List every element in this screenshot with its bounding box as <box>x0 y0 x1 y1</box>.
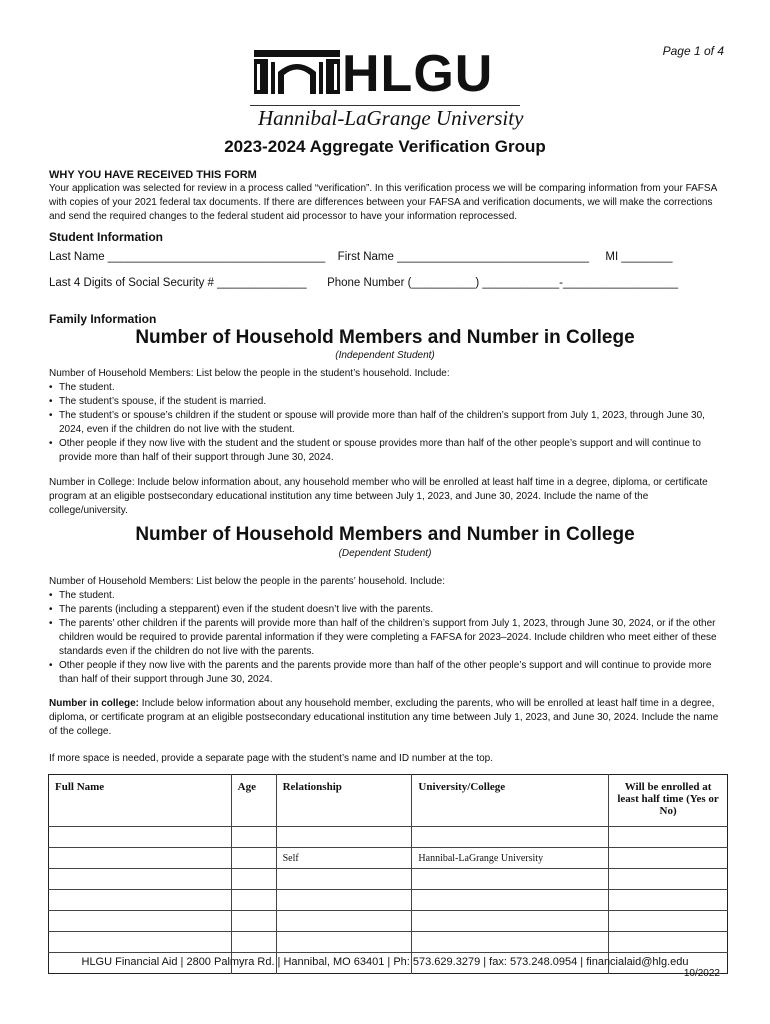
age-cell[interactable] <box>231 911 276 932</box>
name-cell[interactable] <box>49 890 232 911</box>
dependent-college-paragraph <box>49 697 724 739</box>
enrolled-cell[interactable] <box>609 869 728 890</box>
header-age: Age <box>231 775 276 827</box>
header-relationship: Relationship <box>276 775 412 827</box>
ssn-field[interactable]: Last 4 Digits of Social Security # ______________ <box>49 277 307 289</box>
list-item: • The parents (including a stepparent) even if the student doesn’t live with the parents. <box>49 603 724 617</box>
name-cell[interactable] <box>49 848 232 869</box>
table-row <box>49 827 728 848</box>
dependent-members-intro: Number of Household Members: List below the people in the parents’ household. Include: <box>49 576 445 587</box>
revision-date: 10/2022 <box>683 968 720 979</box>
table-row <box>49 848 728 869</box>
relationship-cell[interactable]: Self <box>276 848 412 869</box>
enrolled-cell[interactable] <box>609 911 728 932</box>
university-cell[interactable] <box>412 911 609 932</box>
header-university: University/College <box>412 775 609 827</box>
university-cell[interactable]: Hannibal-LaGrange University <box>412 848 609 869</box>
why-heading: WHY YOU HAVE RECEIVED THIS FORM <box>49 169 257 181</box>
list-item: • The student. <box>49 589 724 603</box>
dependent-bullet-list <box>49 589 724 687</box>
dependent-title: Number of Household Members and Number in College <box>135 524 635 545</box>
footer-contact: HLGU Financial Aid | 2800 Palmyra Rd. | Hannibal, MO 63401 | Ph: 573.629.3279 | fax: 573.248.0954 | financialaid@hlg.edu <box>81 956 689 968</box>
university-cell[interactable] <box>412 827 609 848</box>
independent-members <box>49 367 724 465</box>
age-cell[interactable] <box>231 932 276 953</box>
logo-wordmark: HLGU <box>342 45 494 103</box>
list-item: • Other people if they now live with the student and the student or spouse provides more than half of the other people’s support and will continue to provide more than half of their support through June 30, 2024. <box>49 437 724 465</box>
ssn-phone-row <box>49 277 709 289</box>
why-section <box>49 168 724 224</box>
age-cell[interactable] <box>231 869 276 890</box>
independent-college-text: Number in College: Include below information about, any household member who will be enrolled at least half time in a degree, diploma, or certificate program at an eligible postsecondary educational institution any time between July 1, 2023, and June 30, 2024. Include the name of the college/university. <box>49 477 708 516</box>
university-cell[interactable] <box>412 932 609 953</box>
enrolled-cell[interactable] <box>609 890 728 911</box>
age-cell[interactable] <box>231 890 276 911</box>
table-header-row <box>49 775 728 827</box>
relationship-cell[interactable] <box>276 911 412 932</box>
list-item: • The student’s spouse, if the student is married. <box>49 395 724 409</box>
list-item: • Other people if they now live with the parents and the parents provide more than half of the other people’s support and will continue to provide more than half of their support through June 30, 2024. <box>49 659 724 687</box>
age-cell[interactable] <box>231 827 276 848</box>
relationship-cell[interactable] <box>276 932 412 953</box>
enrolled-cell[interactable] <box>609 932 728 953</box>
page-number: Page 1 of 4 <box>662 44 724 58</box>
logo-university-name: Hannibal-LaGrange University <box>258 106 524 130</box>
independent-bullet-list <box>49 381 724 465</box>
enrolled-cell[interactable] <box>609 848 728 869</box>
table-row <box>49 911 728 932</box>
table-row <box>49 932 728 953</box>
student-info-heading: Student Information <box>49 230 163 244</box>
name-cell[interactable] <box>49 932 232 953</box>
list-item: • The student’s or spouse’s children if the student or spouse will provide more than half of the children’s support from July 1, 2023, through June 30, 2024, even if the children do not live with the student. <box>49 409 724 437</box>
name-cell[interactable] <box>49 911 232 932</box>
age-cell[interactable] <box>231 848 276 869</box>
list-item: • The student. <box>49 381 724 395</box>
first-name-field[interactable]: First Name ______________________________ <box>337 251 589 263</box>
phone-field[interactable]: Phone Number (__________) ____________-__________________ <box>327 277 679 289</box>
name-cell[interactable] <box>49 827 232 848</box>
middle-initial-field[interactable]: MI ________ <box>605 251 673 263</box>
dependent-college-label: Number in college: <box>49 698 140 709</box>
university-logo <box>250 45 524 134</box>
dependent-subtitle: (Dependent Student) <box>338 548 432 559</box>
relationship-cell[interactable] <box>276 890 412 911</box>
dependent-members <box>49 575 724 687</box>
enrolled-cell[interactable] <box>609 827 728 848</box>
independent-subtitle: (Independent Student) <box>335 350 435 361</box>
header-enrolled: Will be enrolled at least half time (Yes or No) <box>609 775 728 827</box>
name-row <box>49 251 709 263</box>
list-item: • The parents’ other children if the parents will provide more than half of the children’s support from July 1, 2023, through June 30, 2024, or if the other children would be required to provide parental information if they were completing a FAFSA for 2023–2024. Include children who meet either of these standards even if the children do not live with the parents. <box>49 617 724 659</box>
why-text: Your application was selected for review in a process called “verification”. In this verification process we will be comparing information from your FAFSA with copies of your 2021 federal tax documents. If there are differences between your FAFSA and verification documents, we will make the corrections and send the required changes to the federal student aid processor to have your information reprocessed. <box>49 183 717 222</box>
relationship-cell[interactable] <box>276 827 412 848</box>
document-title: 2023-2024 Aggregate Verification Group <box>224 137 546 156</box>
family-info-heading: Family Information <box>49 312 157 326</box>
relationship-cell[interactable] <box>276 869 412 890</box>
last-name-field[interactable]: Last Name __________________________________ <box>49 251 326 263</box>
more-space-note: If more space is needed, provide a separate page with the student’s name and ID number at the top. <box>49 753 493 764</box>
table-row <box>49 869 728 890</box>
name-cell[interactable] <box>49 869 232 890</box>
header-full-name: Full Name <box>55 781 105 793</box>
household-table <box>48 774 728 974</box>
university-cell[interactable] <box>412 869 609 890</box>
dependent-college-text: Include below information about any household member, excluding the parents, who will be enrolled at least half time in a degree, diploma, or certificate program at an eligible postsecondary educational institution any time between July 1, 2023, and June 30, 2024. Include the name of the college. <box>49 698 719 737</box>
arch-logo-icon <box>254 50 340 94</box>
independent-members-intro: Number of Household Members: List below the people in the student’s household. Include: <box>49 368 450 379</box>
university-cell[interactable] <box>412 890 609 911</box>
independent-title: Number of Household Members and Number in College <box>135 327 635 348</box>
table-row <box>49 890 728 911</box>
